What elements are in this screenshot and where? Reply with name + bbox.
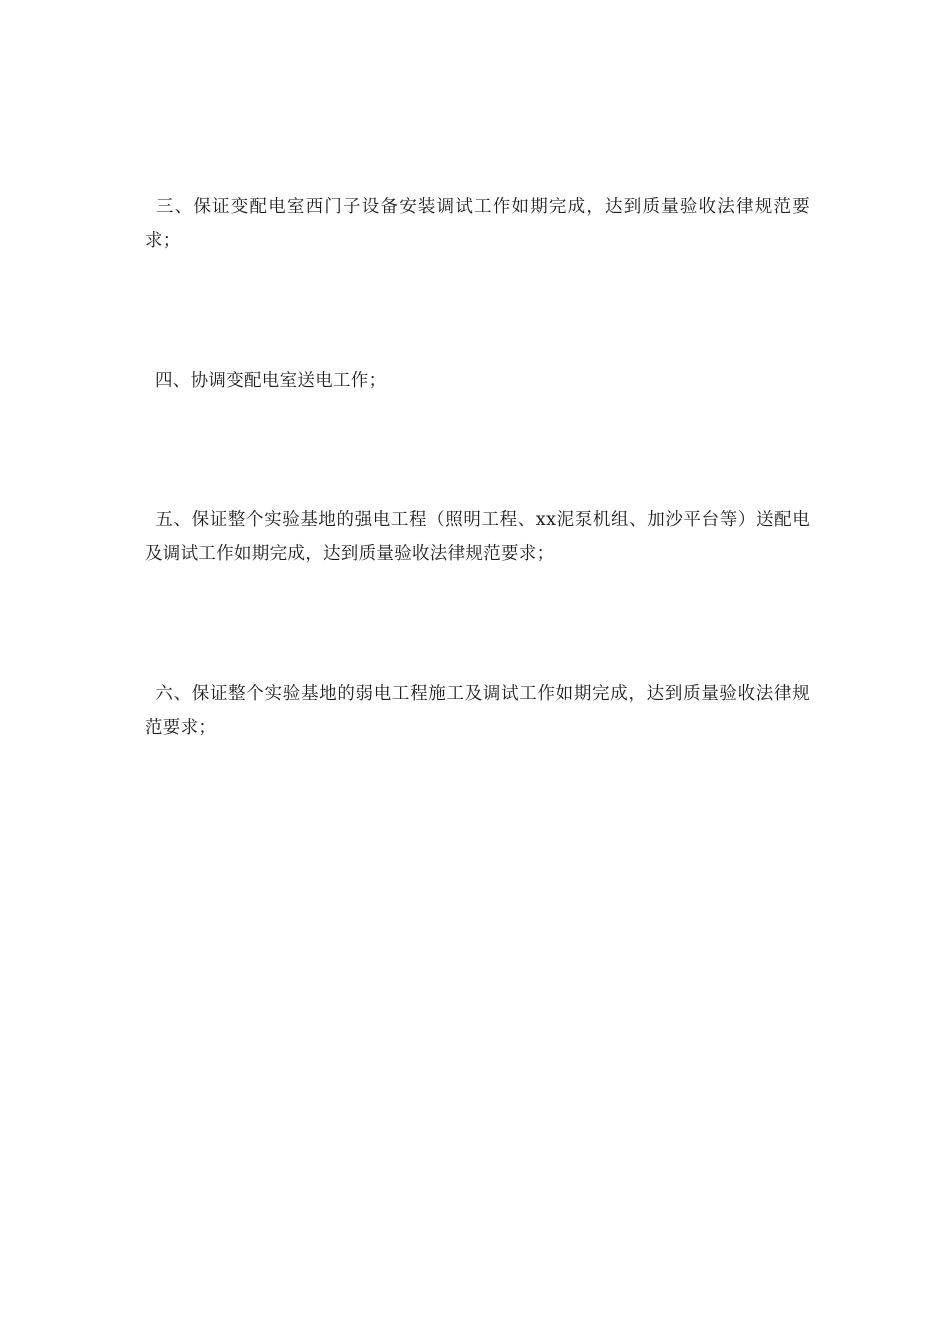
paragraph-text: 四、协调变配电室送电工作； — [155, 371, 387, 391]
paragraph-item-5 — [145, 503, 810, 571]
paragraph-item-3 — [145, 190, 810, 258]
paragraph-text: 五、保证整个实验基地的强电工程（照明工程、xx泥泵机组、加沙平台等）送配电及调试工作如期完成，达到质量验收法律规范要求； — [145, 510, 810, 564]
paragraph-item-6 — [145, 677, 810, 745]
paragraph-item-4 — [145, 364, 810, 398]
paragraph-text: 六、保证整个实验基地的弱电工程施工及调试工作如期完成，达到质量验收法律规范要求； — [145, 684, 810, 738]
paragraph-text: 三、保证变配电室西门子设备安装调试工作如期完成，达到质量验收法律规范要求； — [145, 197, 810, 251]
